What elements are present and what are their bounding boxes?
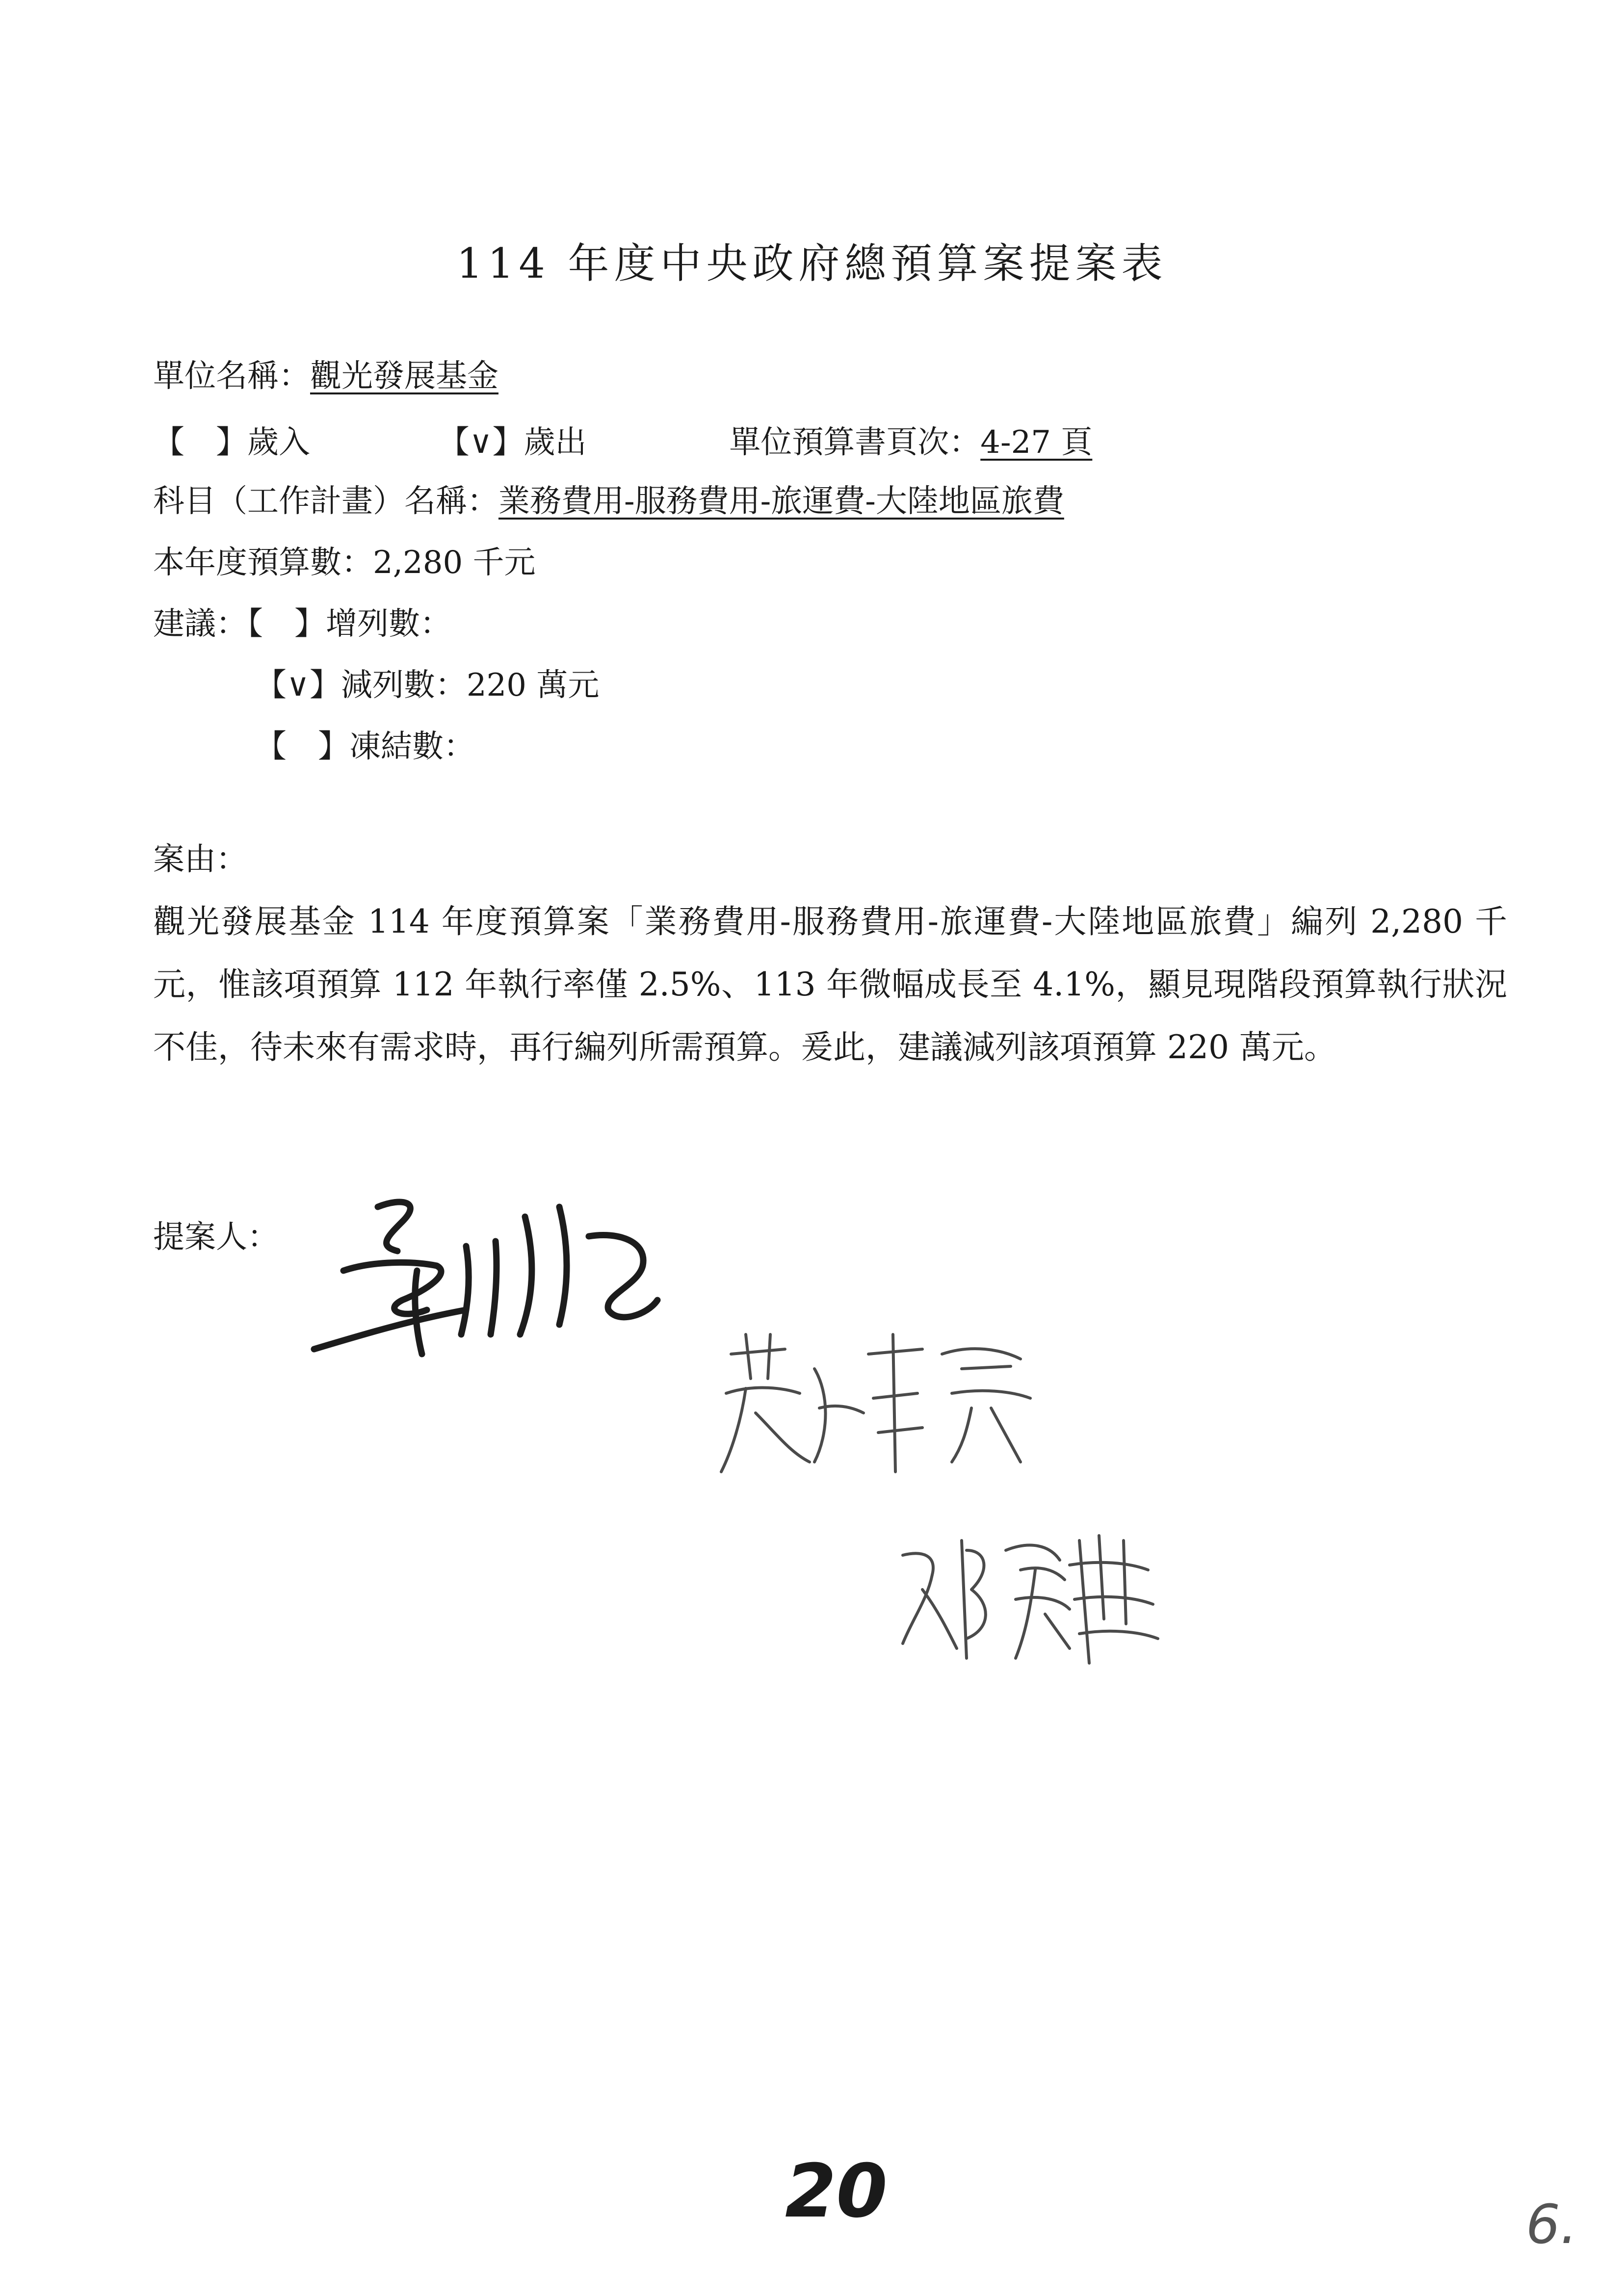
freeze-option: 【 】凍結數： (255, 729, 475, 765)
subject-row (153, 483, 1064, 520)
revenue-option: 【 】歲入 (153, 424, 310, 461)
reason-label: 案由： (153, 841, 247, 878)
signature-1 (304, 1187, 687, 1374)
signature-3 (893, 1521, 1168, 1668)
page-number: 20 (785, 2149, 888, 2234)
budget-page-value: 4-27 頁 (980, 424, 1093, 461)
unit-name-row (153, 358, 498, 394)
subject-value: 業務費用-服務費用-旅運費-大陸地區旅費 (498, 483, 1064, 520)
reason-text: 觀光發展基金 114 年度預算案「業務費用-服務費用-旅運費-大陸地區旅費」編列 2,280 千元，惟該項預算 112 年執行率僅 2.5%、113 年微幅成長至 4.1%，顯見現階段預算執行狀況不佳，待未來有需求時，再行編列所需預算。爰此，建議減列該項預算 220 萬元。 (153, 903, 1507, 1066)
expenditure-option: 【∨】歲出 (438, 424, 587, 461)
suggestion-label: 建議： (153, 606, 247, 642)
corner-mark: 6. (1526, 2193, 1577, 2256)
current-budget: 本年度預算數：2,280 千元 (153, 545, 536, 581)
proposer-label: 提案人： (153, 1219, 279, 1255)
unit-name-label: 單位名稱： (153, 358, 310, 394)
page-title: 114 年度中央政府總預算案提案表 (456, 239, 1168, 287)
decrease-option: 【∨】減列數：220 萬元 (255, 667, 600, 704)
increase-option: 【 】增列數： (247, 606, 451, 642)
unit-name-value: 觀光發展基金 (310, 358, 498, 394)
budget-page-label: 單位預算書頁次： (729, 424, 981, 461)
signature-2 (716, 1325, 1060, 1482)
budget-type-row (153, 424, 1093, 461)
subject-label: 科目（工作計畫）名稱： (153, 483, 498, 520)
suggestion-row (153, 608, 451, 640)
